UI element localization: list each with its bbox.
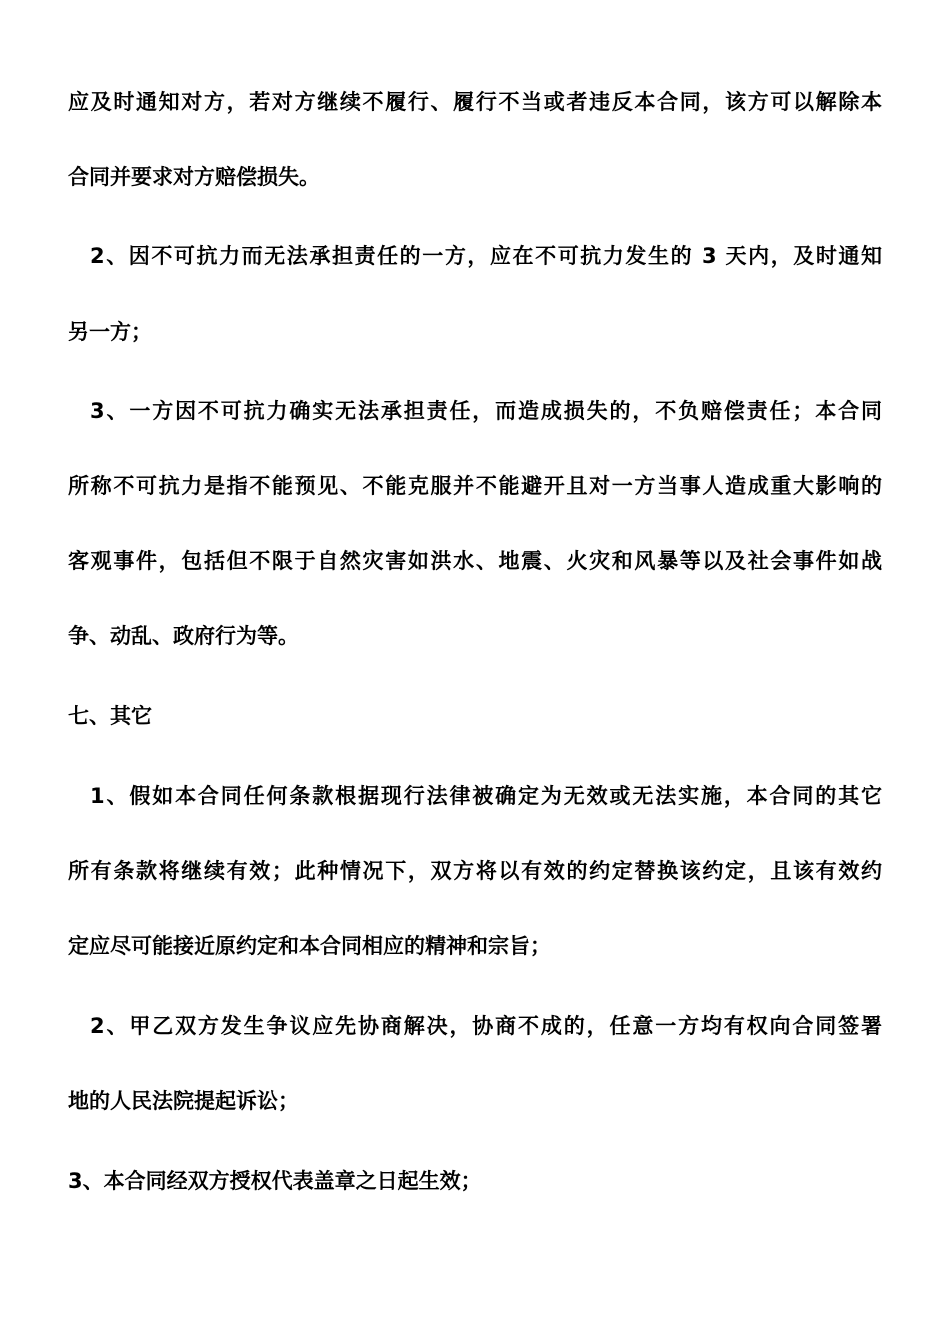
clause-3-line-4: 争、动乱、政府行为等。 [68,624,299,648]
other-clause-1-line-1: 1、假如本合同任何条款根据现行法律被确定为无效或无法实施，本合同的其它 [90,784,882,808]
other-clause-2-line-2: 地的人民法院提起诉讼； [68,1089,299,1113]
paragraph-line-2: 合同并要求对方赔偿损失。 [68,165,320,189]
clause-3-line-1: 3、一方因不可抗力确实无法承担责任，而造成损失的，不负赔偿责任；本合同 [90,399,882,423]
section-heading-other: 七、其它 [68,704,152,728]
paragraph-line-1: 应及时通知对方，若对方继续不履行、履行不当或者违反本合同，该方可以解除本 [68,90,882,114]
other-clause-3-line-1: 3、本合同经双方授权代表盖章之日起生效； [68,1169,482,1193]
clause-3-line-2: 所称不可抗力是指不能预见、不能克服并不能避开且对一方当事人造成重大影响的 [68,474,882,498]
clause-2-line-1: 2、因不可抗力而无法承担责任的一方，应在不可抗力发生的 3 天内，及时通知 [90,244,882,268]
other-clause-1-line-3: 定应尽可能接近原约定和本合同相应的精神和宗旨； [68,934,551,958]
other-clause-1-line-2: 所有条款将继续有效；此种情况下，双方将以有效的约定替换该约定，且该有效约 [68,859,882,883]
other-clause-2-line-1: 2、甲乙双方发生争议应先协商解决，协商不成的，任意一方均有权向合同签署 [90,1014,882,1038]
clause-2-line-2: 另一方； [68,320,152,344]
clause-3-line-3: 客观事件，包括但不限于自然灾害如洪水、地震、火灾和风暴等以及社会事件如战 [68,549,882,573]
